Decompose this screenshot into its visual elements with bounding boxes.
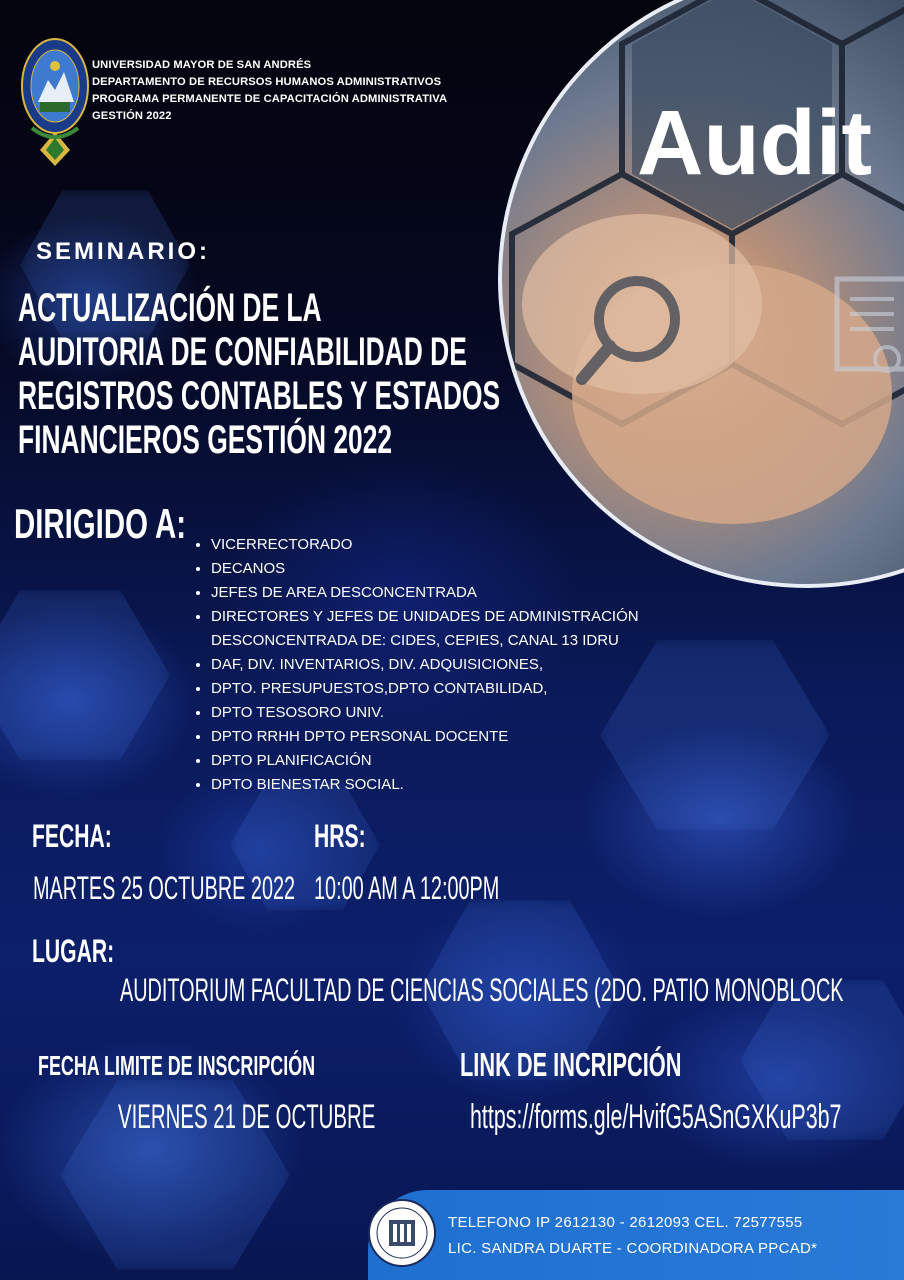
- seminar-title-line: AUDITORIA DE CONFIABILIDAD DE: [18, 330, 467, 374]
- audience-item: • DPTO TESOSORO UNIV.: [211, 701, 771, 725]
- header-program: PROGRAMA PERMANENTE DE CAPACITACIÓN ADMINISTRATIVA: [92, 93, 448, 105]
- audience-item: • DPTO. PRESUPUESTOS,DPTO CONTABILIDAD,: [211, 677, 771, 701]
- audience-item: • VICERRECTORADO: [211, 533, 771, 557]
- date-label: FECHA:: [32, 818, 112, 854]
- header-gestion: GESTIÓN 2022: [92, 110, 172, 122]
- seminar-title-line: REGISTROS CONTABLES Y ESTADOS: [18, 374, 501, 418]
- hours-label: HRS:: [314, 818, 366, 854]
- audience-item: • DAF, DIV. INVENTARIOS, DIV. ADQUISICIONES,: [211, 653, 771, 677]
- university-seal-logo: [20, 36, 90, 166]
- header-department: DEPARTAMENTO DE RECURSOS HUMANOS ADMINISTRATIVOS: [92, 76, 442, 88]
- audit-illustration: [502, 0, 904, 584]
- contact-info: [448, 1210, 817, 1262]
- registration-link[interactable]: https://forms.gle/HvifG5ASnGXKuP3b7: [470, 1098, 842, 1136]
- institution-header: [92, 57, 447, 125]
- audience-list: [190, 533, 771, 797]
- audit-sign-text: Audit: [637, 92, 873, 194]
- deadline-label: FECHA LIMITE DE INSCRIPCIÓN: [38, 1050, 316, 1081]
- bokeh-hexagon: [0, 590, 170, 760]
- ppcad-logo: [367, 1198, 437, 1268]
- audience-label: DIRIGIDO A:: [14, 500, 187, 547]
- audience-item: • DIRECTORES Y JEFES DE UNIDADES DE ADMINISTRACIÓN DESCONCENTRADA DE: CIDES, CEPIES, CANAL 13 IDRU: [211, 605, 771, 653]
- audit-photo: [498, 0, 904, 588]
- hours-value: 10:00 AM A 12:00PM: [314, 870, 500, 906]
- deadline-value: VIERNES 21 DE OCTUBRE: [118, 1098, 376, 1136]
- registration-link-label: LINK DE INCRIPCIÓN: [460, 1046, 682, 1083]
- venue-label: LUGAR:: [32, 933, 115, 969]
- contact-coordinator: LIC. SANDRA DUARTE - COORDINADORA PPCAD*: [448, 1240, 818, 1257]
- seminar-title-line: ACTUALIZACIÓN DE LA: [18, 286, 322, 330]
- date-value: MARTES 25 OCTUBRE 2022: [33, 870, 296, 906]
- audience-item: • DECANOS: [211, 557, 771, 581]
- seminar-title: [18, 286, 500, 462]
- seminar-kicker: SEMINARIO:: [36, 238, 210, 265]
- contact-phone: TELEFONO IP 2612130 - 2612093 CEL. 72577555: [448, 1214, 803, 1231]
- header-university: UNIVERSIDAD MAYOR DE SAN ANDRÉS: [92, 59, 312, 71]
- audience-item: • DPTO RRHH DPTO PERSONAL DOCENTE: [211, 725, 771, 749]
- audience-item: • JEFES DE AREA DESCONCENTRADA: [211, 581, 771, 605]
- audience-item: • DPTO BIENESTAR SOCIAL.: [211, 773, 771, 797]
- venue-value: AUDITORIUM FACULTAD DE CIENCIAS SOCIALES (2DO. PATIO MONOBLOCK: [120, 972, 844, 1008]
- audience-item: • DPTO PLANIFICACIÓN: [211, 749, 771, 773]
- seminar-title-line: FINANCIEROS GESTIÓN 2022: [18, 418, 393, 462]
